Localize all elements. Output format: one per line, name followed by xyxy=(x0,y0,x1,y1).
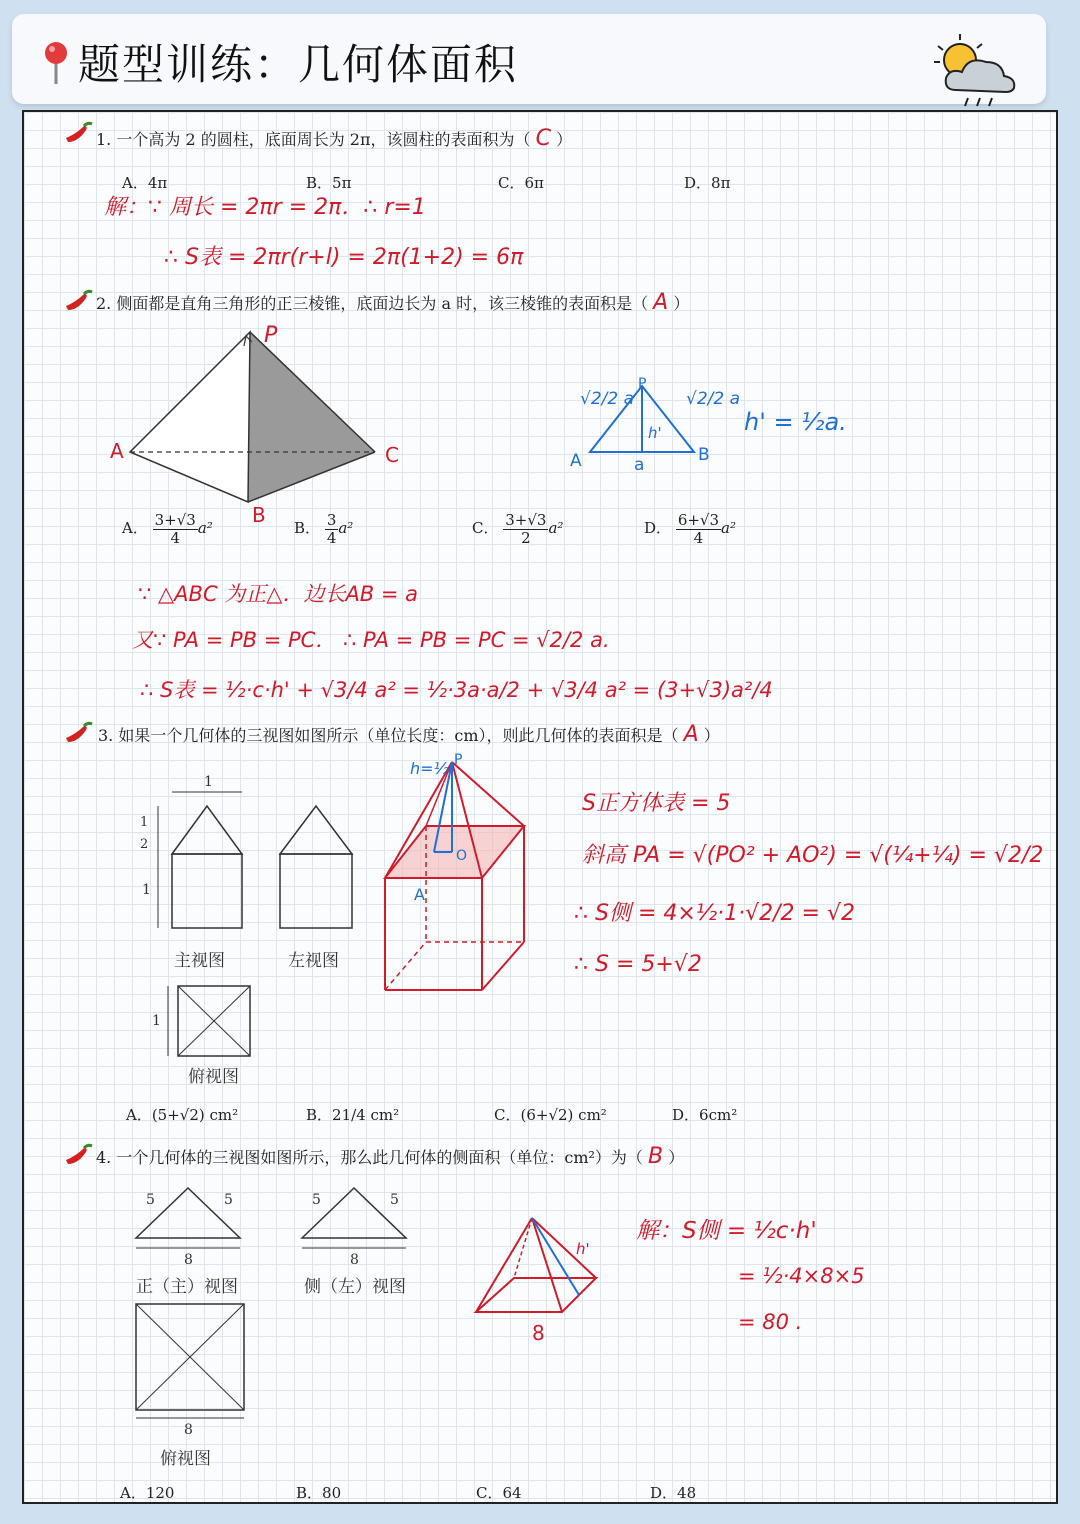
option-numerator: 6+√3 xyxy=(677,511,720,529)
option-b: B．21/4 cm² xyxy=(306,1106,400,1124)
option-a xyxy=(122,512,213,546)
option-numerator: 3+√3 xyxy=(154,511,196,529)
view-label: 左视图 xyxy=(288,951,339,971)
question-text: 一个高为 2 的圆柱，底面周长为 2π，该圆柱的表面积为（ xyxy=(116,130,531,149)
dim-slant: 5 xyxy=(390,1192,399,1208)
option-b: B．80 xyxy=(296,1484,342,1502)
option-b xyxy=(294,512,353,546)
solution-line: 又∵ PA = PB = PC． ∴ PA = PB = PC = √2/2 a. xyxy=(132,628,610,652)
answer-mark: A xyxy=(653,290,669,315)
dim-half-num: 1 xyxy=(140,815,149,830)
sketch-p: P xyxy=(454,752,463,768)
question-3 xyxy=(98,722,720,747)
pyramid-sketch xyxy=(470,1212,610,1352)
question-text: 一个几何体的三视图如图所示，那么此几何体的侧面积（单位：cm²）为（ xyxy=(116,1148,643,1167)
question-1 xyxy=(96,126,572,151)
dim-top-view: 1 xyxy=(152,1013,161,1029)
view-label: 侧（左）视图 xyxy=(304,1277,406,1297)
option-tail: a² xyxy=(721,519,736,537)
dim-top: 1 xyxy=(204,774,213,790)
three-view-drawing xyxy=(130,770,370,1070)
option-denominator: 2 xyxy=(521,528,531,547)
solution-line: 斜高 PA = √(PO² + AO²) = √(¼+¼) = √2/2 xyxy=(582,843,1044,868)
option-tail: a² xyxy=(197,519,213,537)
option-letter: A． xyxy=(122,519,148,537)
dim-base: 8 xyxy=(350,1252,359,1268)
option-d: D．6cm² xyxy=(672,1106,738,1124)
option-tail: a² xyxy=(338,519,354,537)
label-p: P xyxy=(264,323,278,348)
cube-pyramid-sketch xyxy=(382,752,542,996)
option-denominator: 4 xyxy=(693,528,704,547)
note-a: A xyxy=(570,451,582,471)
dim-slant: 5 xyxy=(224,1192,233,1208)
option-d xyxy=(644,512,736,546)
side-face-sketch xyxy=(568,376,847,478)
note-p: P xyxy=(638,376,647,392)
option-c: C．6π xyxy=(498,174,544,192)
question-number: 3. xyxy=(98,726,114,745)
sketch-h: h=½ xyxy=(410,759,450,778)
chili-pepper-icon xyxy=(64,1142,94,1168)
sun-cloud-rain-icon xyxy=(930,32,1022,112)
solution-line: S正方体表 = 5 xyxy=(582,791,731,816)
note-b: B xyxy=(698,445,710,465)
option-numerator: 3+√3 xyxy=(505,511,547,529)
title-card xyxy=(12,14,1046,104)
question-number: 2. xyxy=(96,294,112,313)
note-formula: h' = ½a. xyxy=(744,408,847,436)
solution-line: ∴ S表 = ½·c·h' + √3/4 a² = ½·3a·a/2 + √3/4 a² = (3+√3)a²/4 xyxy=(140,678,773,702)
dim-slant: 5 xyxy=(312,1192,321,1208)
question-text: 侧面都是直角三角形的正三棱锥，底面边长为 a 时，该三棱锥的表面积是（ xyxy=(116,294,649,313)
view-label: 俯视图 xyxy=(188,1067,239,1087)
label-a: A xyxy=(110,439,124,463)
view-label: 正（主）视图 xyxy=(136,1277,238,1297)
option-c: C．(6+√2) cm² xyxy=(494,1106,607,1124)
dim-base: 8 xyxy=(184,1252,193,1268)
option-b: B．5π xyxy=(306,174,352,192)
option-c xyxy=(472,512,563,546)
solution-line: = ½·4×8×5 xyxy=(738,1264,865,1288)
chili-pepper-icon xyxy=(64,288,94,314)
label-b: B xyxy=(252,503,266,527)
dim-side: 1 xyxy=(142,882,151,898)
chili-pepper-icon xyxy=(64,720,94,746)
option-denominator: 4 xyxy=(326,528,337,547)
option-c: C．64 xyxy=(476,1484,522,1502)
solution-line: = 80 . xyxy=(738,1310,803,1334)
dim-base: 8 xyxy=(184,1422,193,1438)
solution-line: ∴ S = 5+√2 xyxy=(574,952,702,977)
question-number: 1. xyxy=(96,130,112,149)
sketch-o: O xyxy=(456,848,468,864)
question-4 xyxy=(96,1144,684,1169)
option-a: A．120 xyxy=(120,1484,175,1502)
option-letter: D． xyxy=(644,519,672,537)
note-base: a xyxy=(634,455,645,475)
option-denominator: 4 xyxy=(170,528,180,547)
view-label: 主视图 xyxy=(174,951,225,971)
answer-mark: A xyxy=(683,722,699,747)
note-left-edge: √2/2 a xyxy=(580,389,635,409)
solution-line: ∵ △ABC 为正△．边长AB = a xyxy=(138,582,419,606)
option-letter: B． xyxy=(294,519,321,537)
answer-mark: C xyxy=(535,126,551,151)
option-letter: C． xyxy=(472,519,499,537)
sketch-base: 8 xyxy=(532,1321,545,1345)
solution-line: 解：∵ 周长 = 2πr = 2π．∴ r=1 xyxy=(104,195,426,220)
note-h: h' xyxy=(648,424,662,442)
question-2 xyxy=(96,290,689,315)
question-number: 4. xyxy=(96,1148,112,1167)
solution-line: 解：S侧 = ½c·h' xyxy=(636,1218,817,1244)
pyramid-figure xyxy=(110,322,400,527)
solution-line: ∴ S侧 = 4×½·1·√2/2 = √2 xyxy=(574,901,855,926)
option-numerator: 3 xyxy=(326,511,337,529)
question-close: ） xyxy=(673,294,690,313)
option-a: A．4π xyxy=(122,174,168,192)
option-d: D．48 xyxy=(650,1484,697,1502)
solution-line: ∴ S表 = 2πr(r+l) = 2π(1+2) = 6π xyxy=(164,245,524,270)
question-close: ） xyxy=(556,130,573,149)
dim-half-den: 2 xyxy=(140,837,149,852)
dim-slant: 5 xyxy=(146,1192,155,1208)
option-a: A．(5+√2) cm² xyxy=(126,1106,239,1124)
chili-pepper-icon xyxy=(64,120,94,146)
map-pin-icon xyxy=(42,40,70,86)
view-label: 俯视图 xyxy=(160,1449,211,1469)
answer-mark: B xyxy=(648,1144,664,1169)
note-right-edge: √2/2 a xyxy=(686,389,741,409)
sketch-h: h' xyxy=(576,1240,590,1258)
label-c: C xyxy=(385,443,399,467)
question-close: ） xyxy=(703,726,720,745)
question-close: ） xyxy=(668,1148,685,1167)
three-view-drawing xyxy=(126,1182,436,1442)
option-d: D．8π xyxy=(684,174,731,192)
question-text: 如果一个几何体的三视图如图所示（单位长度：cm），则此几何体的表面积是（ xyxy=(118,726,679,745)
page-title: 题型训练：几何体面积 xyxy=(78,40,519,89)
option-tail: a² xyxy=(548,519,564,537)
sketch-a: A xyxy=(414,885,425,904)
